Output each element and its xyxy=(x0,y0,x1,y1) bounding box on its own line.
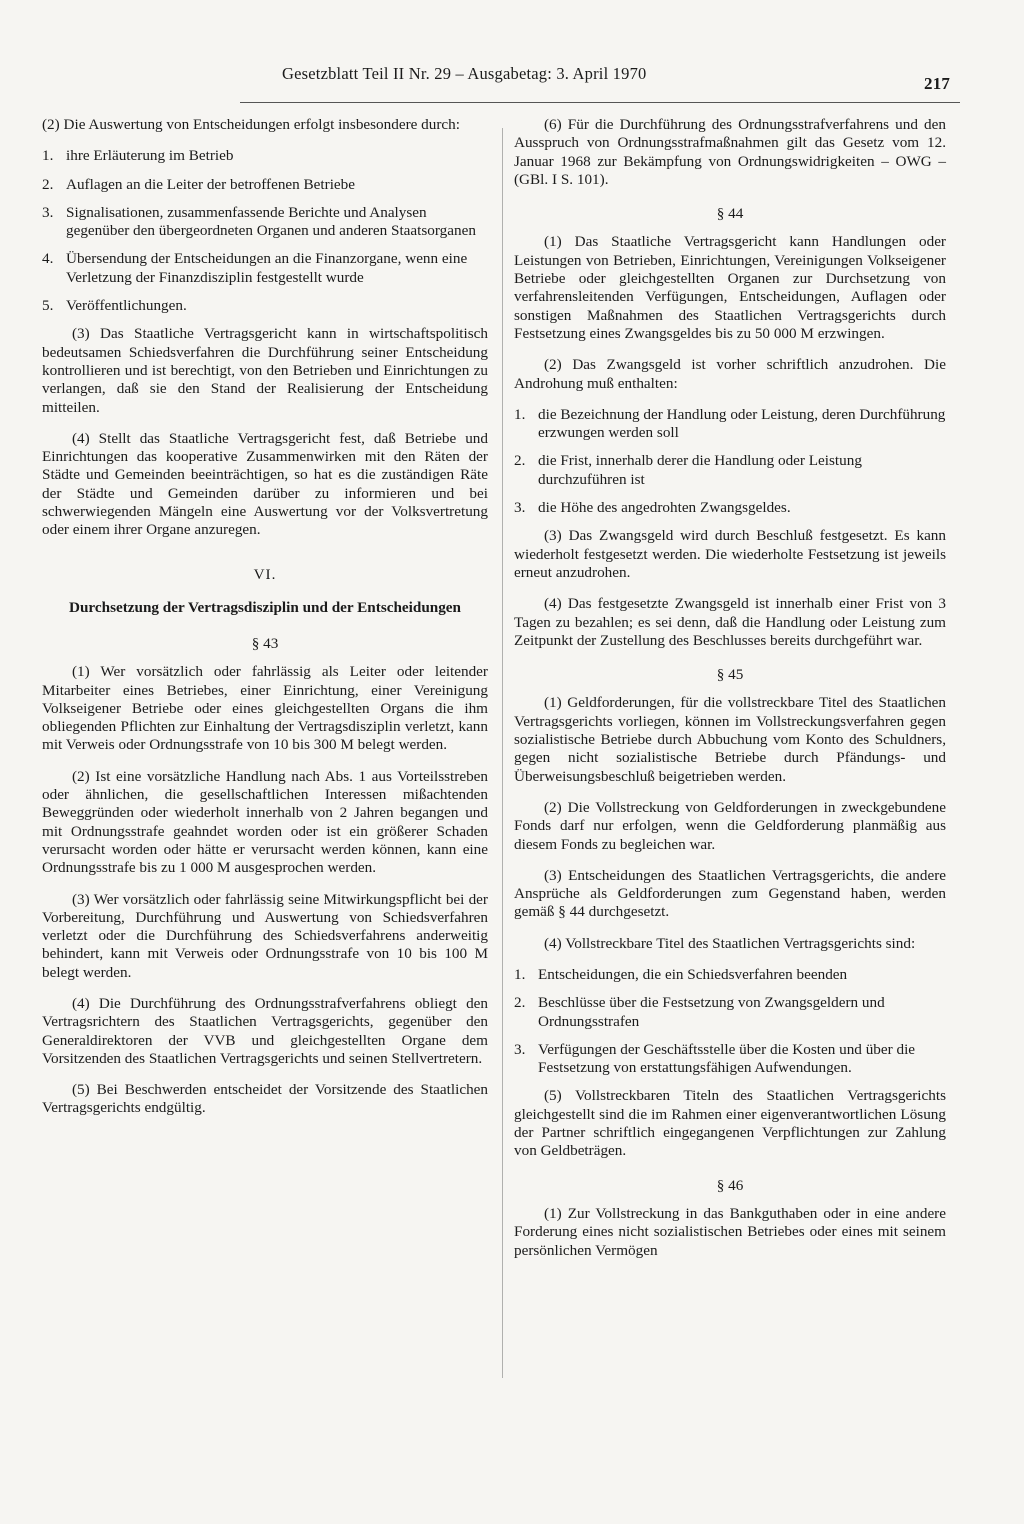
list-text: Veröffentlichungen. xyxy=(66,297,187,315)
list-text: Signalisationen, zusammenfassende Berichte und Analysen gegenüber den übergeordneten Organen und anderen Staatsorganen xyxy=(66,203,476,240)
list-number: 5. xyxy=(42,297,54,315)
list-item xyxy=(42,250,488,287)
paragraph: (3) Wer vorsätzlich oder fahrlässig seine Mitwirkungspflicht bei der Vorbereitung, Durchführung und Auswertung von Schiedsverfahren verletzt oder die Durchführung des Schiedsverfahrens anderweitig behindert, kann mit Verweis oder Ordnungsstrafe von 10 bis 100 M belegt werden. xyxy=(42,890,488,981)
header-title: Gesetzblatt Teil II Nr. 29 – Ausgabetag: 3. April 1970 xyxy=(282,64,647,83)
paragraph-heading: § 45 xyxy=(716,666,744,684)
paragraph: (3) Das Zwangsgeld wird durch Beschluß festgesetzt. Es kann wiederholt festgesetzt werden. Die wiederholte Festsetzung ist jeweils erneut anzudrohen. xyxy=(514,527,946,581)
section-number: VI. xyxy=(253,565,277,583)
paragraph: (1) Geldforderungen, für die vollstreckbare Titel des Staatlichen Vertragsgerichts vorliegen, können im Vollstreckungsverfahren gegen sozialistische Betriebe durch Abbuchung vom Konto des Schuldners, gegen nicht sozialistische Betriebe durch Pfändungs- und Überweisungsbeschluß beigetrieben werden. xyxy=(514,694,946,785)
paragraph: (1) Wer vorsätzlich oder fahrlässig als Leiter oder leitender Mitarbeiter eines Betriebes, einer Einrichtung, einer Vereinigung Volkseigener Betriebe oder eines gleichgestellten Organs die ihm obliegenden Pflichten zur Einhaltung der Vertragsdisziplin verletzt, kann mit Verweis oder Ordnungsstrafe von 10 bis 300 M belegt werden. xyxy=(42,663,488,754)
list-text: ihre Erläuterung im Betrieb xyxy=(66,147,234,165)
right-column xyxy=(514,116,946,1273)
paragraph-heading: § 43 xyxy=(251,634,279,652)
list-item xyxy=(42,297,488,315)
left-column xyxy=(42,116,488,1131)
list-number: 4. xyxy=(42,250,54,268)
list-item xyxy=(514,499,946,517)
list-text: Übersendung der Entscheidungen an die Finanzorgane, wenn eine Verletzung der Finanzdisziplin festgestellt wurde xyxy=(66,250,468,286)
list-text: Auflagen an die Leiter der betroffenen Betriebe xyxy=(66,175,355,193)
paragraph: (1) Das Staatliche Vertragsgericht kann Handlungen oder Leistungen von Betrieben, Einrichtungen, Vereinigungen Volkseigener Betriebe oder gleichgestellten Organen zur Durchsetzung von verfahrensleitenden Verfügungen, Entscheidungen, Auflagen oder sonstigen Maßnahmen des Staatlichen Vertragsgerichts durch Festsetzung eines Zwangsgeldes bis zu 50 000 M erzwingen. xyxy=(514,233,946,342)
paragraph: (4) Die Durchführung des Ordnungsstrafverfahrens obliegt den Vertragsrichtern des Staatlichen Vertragsgerichts, gegenüber den Generaldirektoren der VVB und gleichgestellten Organe dem Vorsitzenden des Staatlichen Vertragsgerichts und seinen Stellvertretern. xyxy=(42,994,488,1067)
enumerated-list xyxy=(514,406,946,517)
enumerated-list xyxy=(42,147,488,315)
section-title: Durchsetzung der Vertragsdisziplin und der Entscheidungen xyxy=(69,598,461,616)
list-number: 1. xyxy=(42,147,54,165)
list-item xyxy=(514,966,946,984)
list-number: 1. xyxy=(514,405,526,423)
paragraph: (2) Das Zwangsgeld ist vorher schriftlich anzudrohen. Die Androhung muß enthalten: xyxy=(514,356,946,392)
list-item xyxy=(514,994,946,1031)
paragraph: (4) Das festgesetzte Zwangsgeld ist innerhalb einer Frist von 3 Tagen zu bezahlen; es sei denn, daß die Handlung oder Leistung zum Zeitpunkt der Zustellung des Beschlusses bereits durchgeführt war. xyxy=(514,595,946,649)
paragraph: (6) Für die Durchführung des Ordnungsstrafverfahrens und den Ausspruch von Ordnungsstrafmaßnahmen gilt das Gesetz vom 12. Januar 1968 zur Bekämpfung von Ordnungswidrigkeiten – OWG – (GBl. I S. 101). xyxy=(514,116,946,188)
paragraph: (2) Die Auswertung von Entscheidungen erfolgt insbesondere durch: xyxy=(42,116,460,133)
paragraph: (2) Die Vollstreckung von Geldforderungen in zweckgebundene Fonds darf nur erfolgen, wenn die Geldforderung planmäßig aus diesem Fonds zu begleichen war. xyxy=(514,798,946,853)
list-item xyxy=(514,1041,946,1078)
paragraph: (4) Stellt das Staatliche Vertragsgericht fest, daß Betriebe und Einrichtungen das kooperative Zusammenwirken mit den Räten der Städte und Gemeinden beeinträchtigen, so hat es die zuständigen Räte der Städte und Gemeinden darüber zu informieren und bei schwerwiegenden Mängeln eine Auswertung vor der Volksvertretung oder einem ihrer Organe anzuregen. xyxy=(42,429,488,539)
paragraph-heading: § 46 xyxy=(716,1176,744,1194)
list-text: Entscheidungen, die ein Schiedsverfahren beenden xyxy=(538,965,848,983)
list-text: Beschlüsse über die Festsetzung von Zwangsgeldern und Ordnungsstrafen xyxy=(538,994,885,1030)
list-number: 2. xyxy=(514,994,526,1012)
list-text: die Bezeichnung der Handlung oder Leistung, deren Durchführung erzwungen werden soll xyxy=(538,405,946,442)
paragraph: (5) Vollstreckbaren Titeln des Staatlichen Vertragsgerichts gleichgestellt sind die im Rahmen einer eigenverantwortlichen Lösung der Partner schriftlich eingegangenen Verpflichtungen zur Zahlung von Geldbeträgen. xyxy=(514,1087,946,1160)
paragraph: (1) Zur Vollstreckung in das Bankguthaben oder in eine andere Forderung eines nicht sozialistischen Betriebes oder eines mit seinem persönlichen Vermögen xyxy=(514,1204,946,1259)
paragraph: (2) Ist eine vorsätzliche Handlung nach Abs. 1 aus Vorteilsstreben oder ähnlichen, die gesellschaftlichen Interessen mißachtenden Beweggründen oder wiederholt innerhalb von 2 Jahren begangen und mit Ordnungsstrafe geahndet worden oder ist ein größerer Schaden verursacht worden oder hätte er verursacht werden können, kann eine Ordnungsstrafe bis zu 1 000 M ausgesprochen werden. xyxy=(42,767,488,877)
list-number: 3. xyxy=(514,1040,526,1058)
list-number: 3. xyxy=(514,499,526,517)
list-item xyxy=(514,452,946,489)
column-divider xyxy=(502,128,503,1378)
list-item xyxy=(42,176,488,194)
paragraph-heading: § 44 xyxy=(716,205,744,223)
page-number: 217 xyxy=(924,74,951,93)
list-text: die Frist, innerhalb derer die Handlung oder Leistung durchzuführen ist xyxy=(538,452,862,488)
list-item xyxy=(514,406,946,443)
list-text: die Höhe des angedrohten Zwangsgeldes. xyxy=(538,499,791,517)
enumerated-list xyxy=(514,966,946,1077)
list-number: 3. xyxy=(42,203,54,221)
list-item xyxy=(42,147,488,165)
list-number: 1. xyxy=(514,965,526,983)
paragraph: (3) Entscheidungen des Staatlichen Vertragsgerichts, die andere Ansprüche als Geldforderungen zum Gegenstand haben, werden gemäß § 44 durchgesetzt. xyxy=(514,866,946,921)
list-text: Verfügungen der Geschäftsstelle über die Kosten und über die Festsetzung von erstattungsfähigen Aufwendungen. xyxy=(538,1040,916,1077)
list-number: 2. xyxy=(514,452,526,470)
paragraph: (4) Vollstreckbare Titel des Staatlichen Vertragsgerichts sind: xyxy=(544,934,916,952)
paragraph: (5) Bei Beschwerden entscheidet der Vorsitzende des Staatlichen Vertragsgerichts endgültig. xyxy=(42,1081,488,1117)
paragraph: (3) Das Staatliche Vertragsgericht kann in wirtschaftspolitisch bedeutsamen Schiedsverfahren die Durchführung seiner Entscheidung kontrollieren und ist berechtigt, von den Betrieben und Einrichtungen zu verlangen, daß sie den Stand der Realisierung der Entscheidung mitteilen. xyxy=(42,325,488,416)
header-rule xyxy=(240,102,960,103)
list-number: 2. xyxy=(42,175,54,193)
list-item xyxy=(42,204,488,241)
